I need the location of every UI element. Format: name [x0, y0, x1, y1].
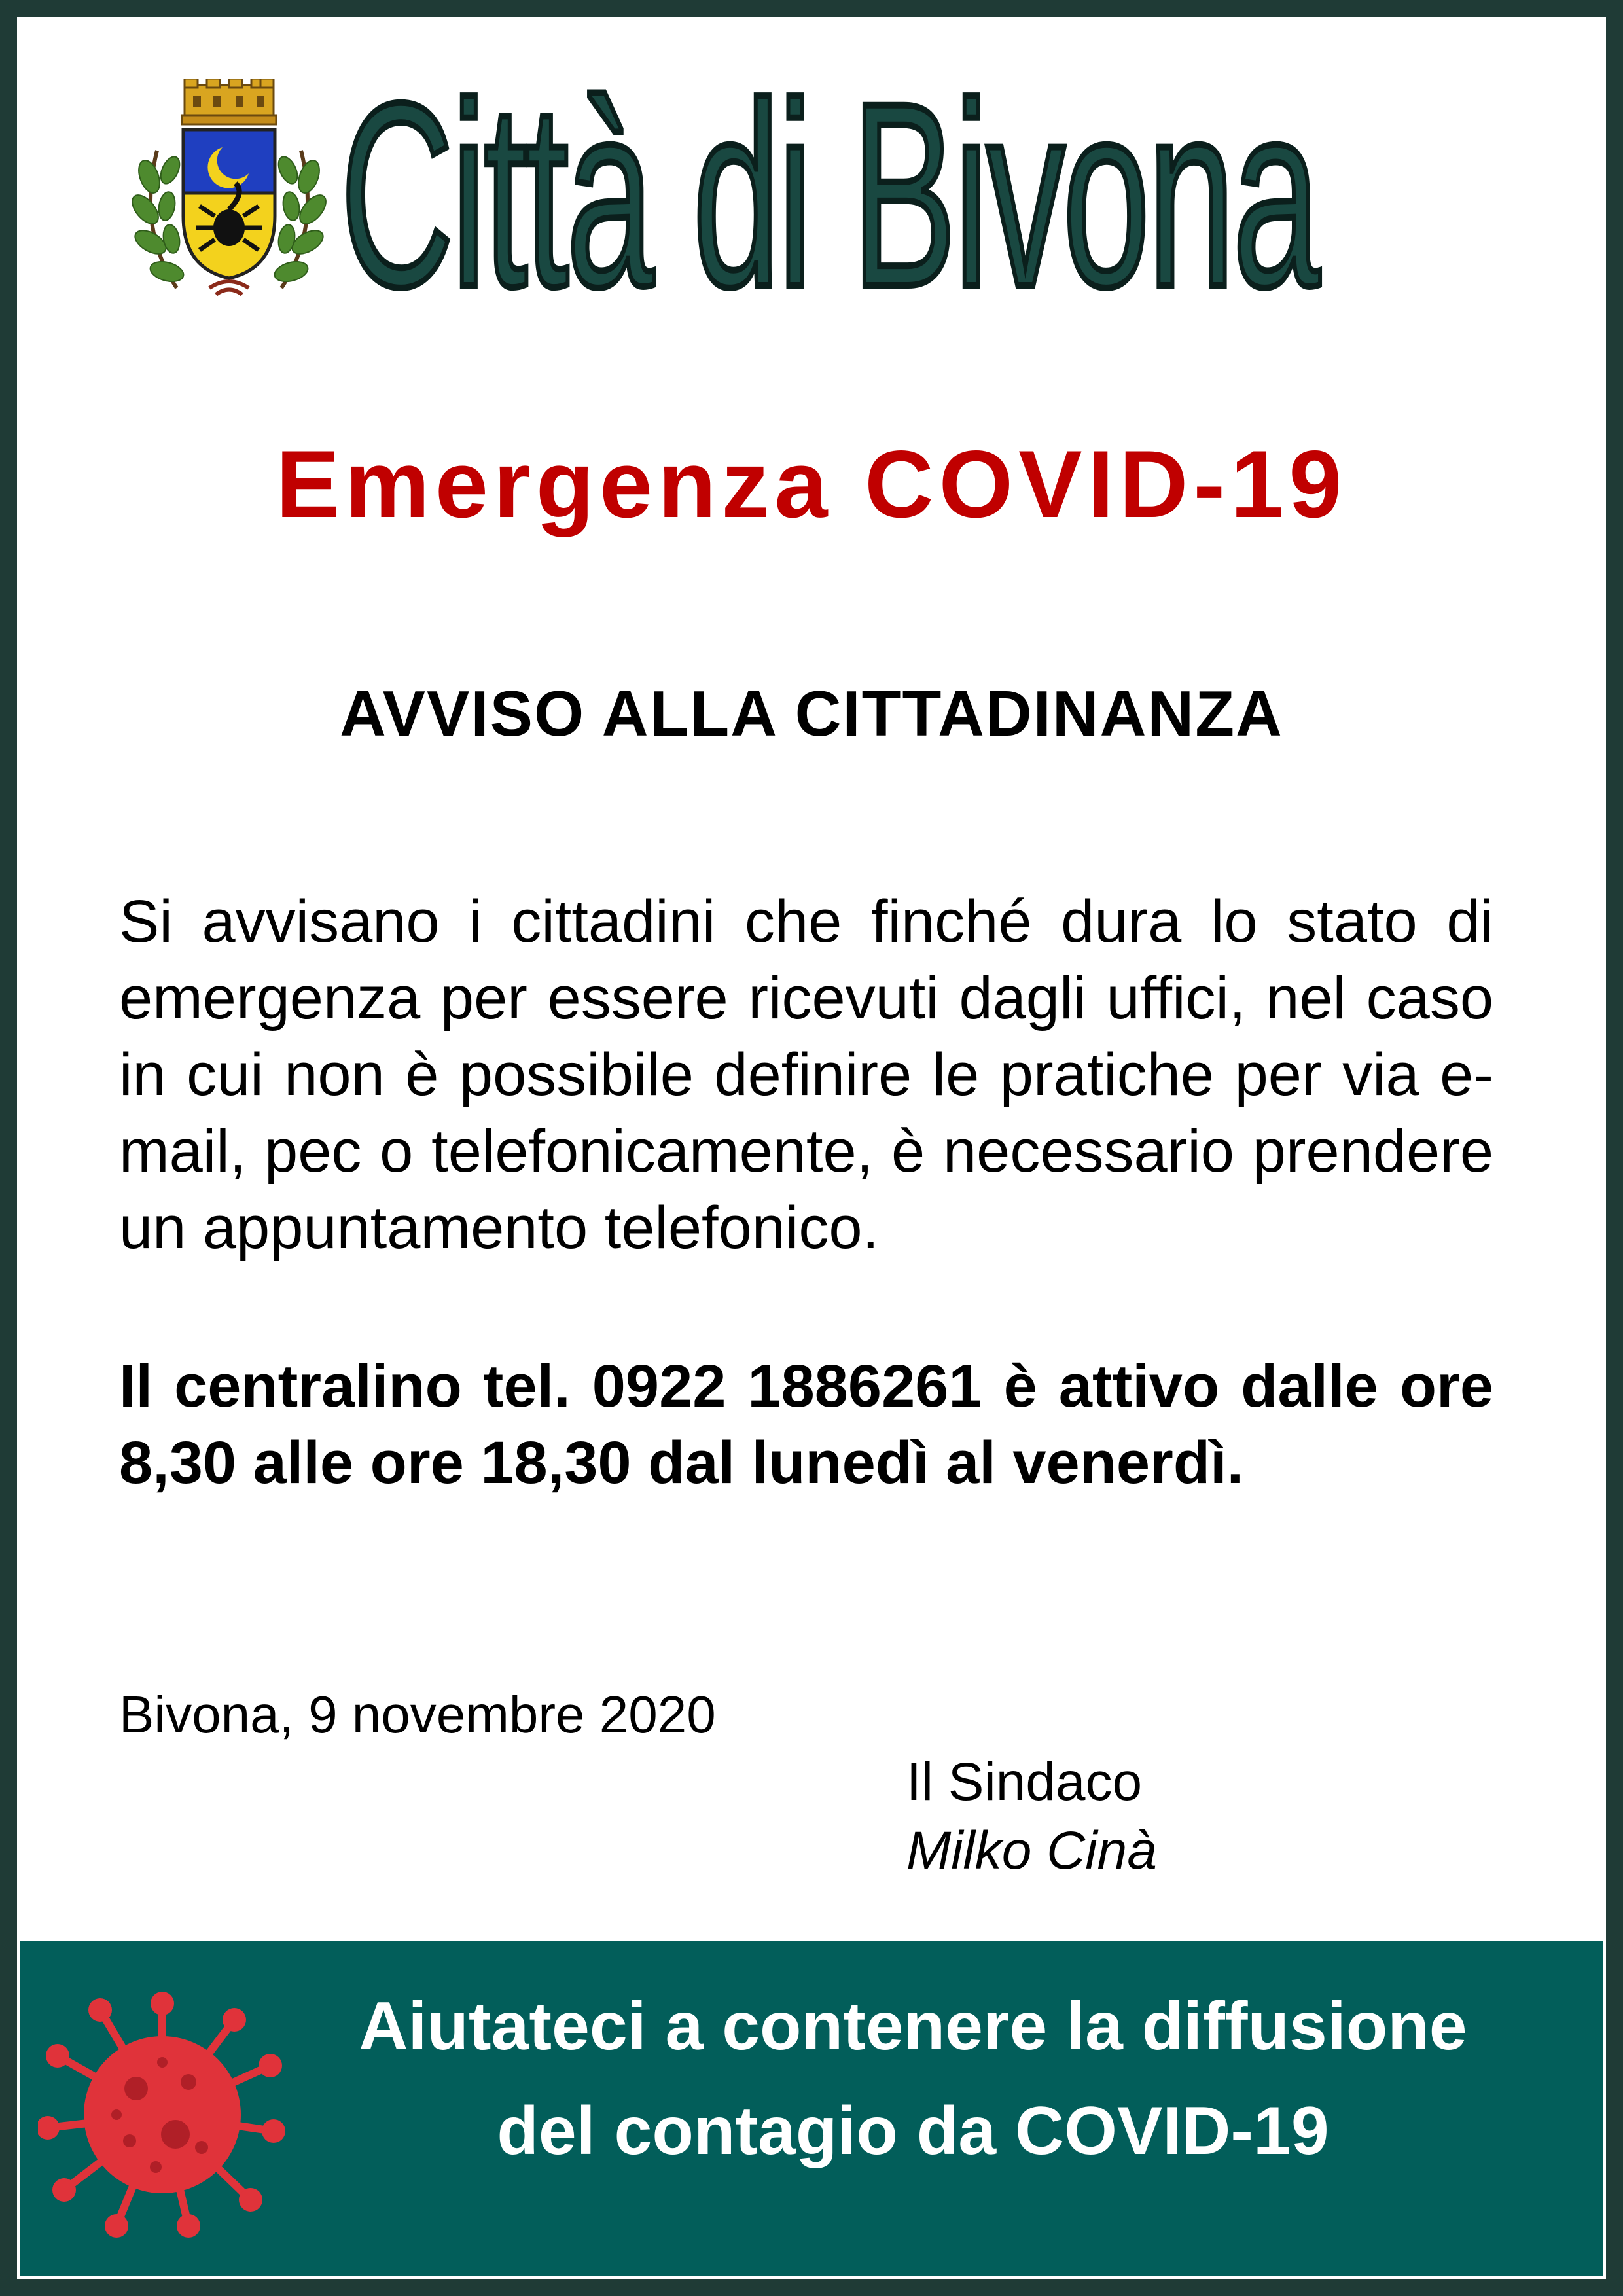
bottom-banner [20, 1941, 1603, 2276]
city-title: Città di Bivona [340, 48, 1318, 341]
emergency-headline: Emergenza COVID-19 [276, 431, 1347, 537]
virus-icon [38, 1990, 287, 2239]
notice-paragraph: Si avvisano i cittadini che finché dura lo stato di emergenza per essere ricevuti dagli uffici, nel caso in cui non è possibile definire le pratiche per via e-mail, pec o telefonicamente, è necessario prendere un appuntamento telefonico. [119, 888, 1493, 1261]
date-line: Bivona, 9 novembre 2020 [119, 1685, 716, 1744]
signature-name: Milko Cinà [906, 1821, 1157, 1880]
coat-of-arms-icon [131, 79, 327, 308]
banner-line-2: del contagio da COVID-19 [497, 2093, 1329, 2169]
signature-title: Il Sindaco [906, 1752, 1143, 1812]
phone-hours-paragraph: Il centralino tel. 0922 1886261 è attivo dalle ore 8,30 alle ore 18,30 dal lunedì al venerdì. [119, 1353, 1493, 1496]
banner-line-1: Aiutateci a contenere la diffusione [359, 1988, 1467, 2064]
notice-title: AVVISO ALLA CITTADINANZA [340, 677, 1283, 749]
